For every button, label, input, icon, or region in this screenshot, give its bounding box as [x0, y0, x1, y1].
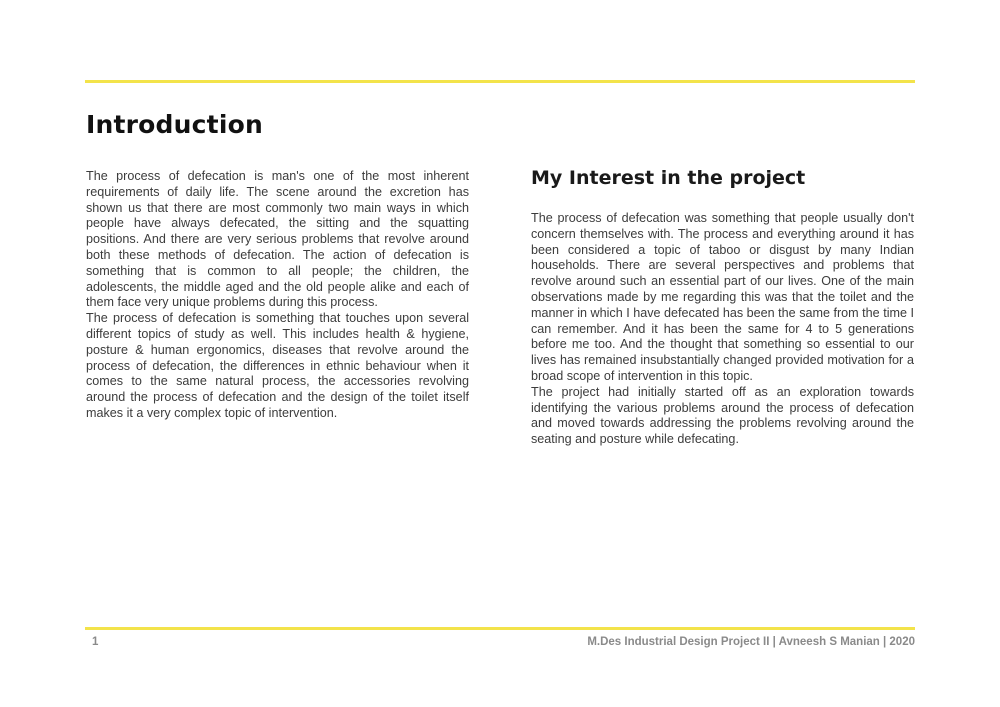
footer-credit: M.Des Industrial Design Project II | Avneesh S Manian | 2020 [587, 636, 915, 648]
top-accent-rule [85, 80, 915, 83]
interest-paragraph: The project had initially started off as an exploration towards identifying the various problems around the process of defecation and moved towards addressing the problems revolving around the seating and posture while defecating. [531, 384, 914, 447]
page-number: 1 [92, 636, 99, 648]
introduction-body [86, 169, 469, 422]
interest-heading: My Interest in the project [531, 167, 806, 189]
intro-paragraph: The process of defecation is man's one of the most inherent requirements of daily life. The scene around the excretion has shown us that there are most commonly two main ways in which people have always defecated, the sitting and the squatting positions. And there are very serious problems that revolve around both these methods of defecation. The action of defecation is something that is common to all people; the children, the adolescents, the middle aged and the old people alike and each of them face very unique problems during this process. [86, 169, 469, 310]
interest-paragraph: The process of defecation was something that people usually don't concern themselves with. The process and everything around it has been considered a topic of taboo or disgust by many Indian households. There are several perspectives and problems that revolve around such an essential part of our lives. One of the main observations made by me regarding this was that the toilet and the manner in which I have defecated has been the same from the time I can remember. And it has been the same for 4 to 5 generations before me too. And the thought that something so essential to our lives has remained insubstantially changed provided motivation for a broad scope of intervention in this topic. [531, 211, 914, 383]
interest-body [531, 211, 914, 448]
intro-paragraph: The process of defecation is something that touches upon several different topics of study as well. This includes health & hygiene, posture & human ergonomics, diseases that revolve around the process of defecation, the differences in ethnic behaviour when it comes to the same natural process, the accessories revolving around the process of defecation and the design of the toilet itself makes it a very complex topic of intervention. [86, 311, 469, 420]
bottom-accent-rule [85, 627, 915, 630]
page-title: Introduction [86, 110, 263, 139]
